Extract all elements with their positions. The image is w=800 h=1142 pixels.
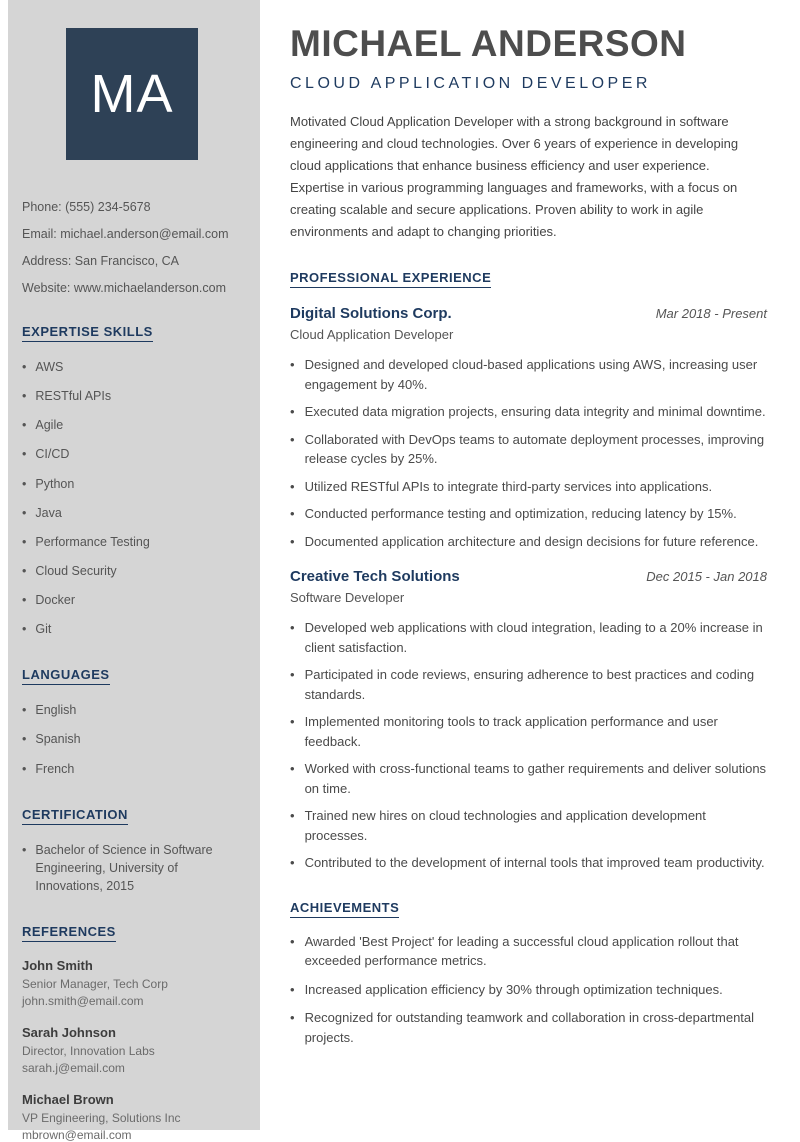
- languages-heading: LANGUAGES: [22, 666, 242, 685]
- job-bullet: • Documented application architecture and design decisions for future reference.: [290, 532, 767, 552]
- reference-name: John Smith: [22, 958, 93, 973]
- summary-paragraph: Motivated Cloud Application Developer with a strong background in software engineering and cloud technologies. Over 6 years of experience in developing cloud applications that enhance business efficiency and user experience. Expertise in various programming languages and frameworks, with a focus on creating scalable and secure applications. Proven ability to work in agile environments and adapt to changing priorities.: [290, 113, 739, 240]
- job-bullet: • Collaborated with DevOps teams to automate deployment processes, improving release cycles by 25%.: [290, 430, 767, 469]
- reference-role: Senior Manager, Tech Corp: [22, 977, 168, 991]
- job-bullet: • Developed web applications with cloud integration, leading to a 20% increase in client satisfaction.: [290, 618, 767, 657]
- contact-phone: Phone: (555) 234-5678: [22, 200, 151, 214]
- job-company: Creative Tech Solutions: [290, 568, 460, 586]
- skill-item: • CI/CD: [22, 445, 242, 463]
- skills-heading: EXPERTISE SKILLS: [22, 323, 242, 342]
- sidebar: [8, 0, 260, 1142]
- job-company: Digital Solutions Corp.: [290, 305, 452, 323]
- skill-item: • AWS: [22, 358, 242, 376]
- job-role: Cloud Application Developer: [290, 327, 454, 343]
- job-bullet: • Designed and developed cloud-based applications using AWS, increasing user engagement by 40%.: [290, 355, 767, 394]
- reference-role: Director, Innovation Labs: [22, 1044, 155, 1058]
- job-entry: [290, 568, 767, 873]
- skill-item: • Git: [22, 620, 242, 638]
- skill-item: • Agile: [22, 416, 242, 434]
- skill-item: • RESTful APIs: [22, 387, 242, 405]
- language-item: • French: [22, 760, 242, 778]
- certification-item: • Bachelor of Science in Software Engineering, University of Innovations, 2015: [22, 841, 242, 895]
- skill-item: • Docker: [22, 591, 242, 609]
- contact-website: Website: www.michaelanderson.com: [22, 281, 227, 295]
- job-header: [290, 568, 767, 585]
- skill-item: • Cloud Security: [22, 562, 242, 580]
- job-entry: [290, 305, 767, 551]
- reference-name: Sarah Johnson: [22, 1025, 116, 1040]
- achievement-item: • Awarded 'Best Project' for leading a successful cloud application rollout that exceeded performance metrics.: [290, 932, 767, 971]
- job-bullet: • Participated in code reviews, ensuring adherence to best practices and coding standards.: [290, 665, 767, 704]
- reference-entry: [22, 1025, 242, 1075]
- contact-email: Email: michael.anderson@email.com: [22, 227, 229, 241]
- reference-email: john.smith@email.com: [22, 994, 144, 1008]
- reference-role: VP Engineering, Solutions Inc: [22, 1111, 181, 1125]
- skills-list: [22, 358, 242, 638]
- contact-address: Address: San Francisco, CA: [22, 254, 180, 268]
- certification-list: [22, 841, 242, 895]
- reference-email: mbrown@email.com: [22, 1128, 132, 1142]
- candidate-title: CLOUD APPLICATION DEVELOPER: [290, 74, 651, 92]
- reference-name: Michael Brown: [22, 1092, 114, 1107]
- candidate-name: MICHAEL ANDERSON: [290, 23, 687, 64]
- avatar-initials: MA: [90, 64, 174, 124]
- job-bullet: • Trained new hires on cloud technologies and application development processes.: [290, 806, 767, 845]
- job-bullet: • Implemented monitoring tools to track application performance and user feedback.: [290, 712, 767, 751]
- achievements-heading: ACHIEVEMENTS: [290, 899, 767, 918]
- language-item: • Spanish: [22, 730, 242, 748]
- achievement-item: • Recognized for outstanding teamwork and collaboration in cross-departmental projects.: [290, 1008, 767, 1047]
- job-dates: Mar 2018 - Present: [655, 306, 767, 322]
- main-column: [260, 0, 800, 1130]
- job-bullet: • Conducted performance testing and optimization, reducing latency by 15%.: [290, 504, 767, 524]
- languages-list: [22, 701, 242, 777]
- experience-heading: PROFESSIONAL EXPERIENCE: [290, 269, 767, 288]
- avatar: [66, 28, 198, 160]
- job-bullet: • Contributed to the development of internal tools that improved team productivity.: [290, 853, 767, 873]
- language-item: • English: [22, 701, 242, 719]
- achievement-item: • Increased application efficiency by 30% through optimization techniques.: [290, 980, 767, 1000]
- certification-heading: CERTIFICATION: [22, 806, 242, 825]
- references-heading: REFERENCES: [22, 923, 242, 942]
- achievements-list: [290, 932, 767, 1048]
- reference-entry: [22, 958, 242, 1008]
- skill-item: • Performance Testing: [22, 533, 242, 551]
- job-dates: Dec 2015 - Jan 2018: [646, 569, 767, 585]
- reference-email: sarah.j@email.com: [22, 1061, 125, 1075]
- job-bullet: • Worked with cross-functional teams to gather requirements and deliver solutions on time.: [290, 759, 767, 798]
- job-bullets: [290, 355, 767, 551]
- job-bullet: • Executed data migration projects, ensuring data integrity and minimal downtime.: [290, 402, 767, 422]
- job-role: Software Developer: [290, 590, 405, 606]
- contact-block: [22, 200, 242, 295]
- job-bullets: [290, 618, 767, 873]
- skill-item: • Python: [22, 475, 242, 493]
- job-bullet: • Utilized RESTful APIs to integrate third-party services into applications.: [290, 477, 767, 497]
- skill-item: • Java: [22, 504, 242, 522]
- job-header: [290, 305, 767, 322]
- reference-entry: [22, 1092, 242, 1142]
